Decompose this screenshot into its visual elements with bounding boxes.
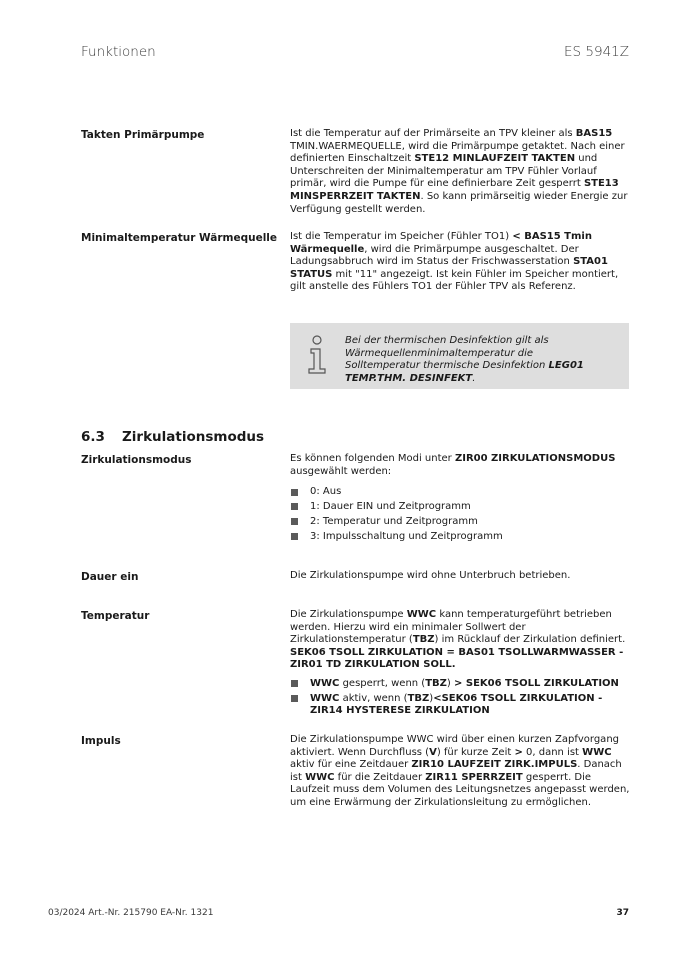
info-icon (306, 335, 330, 379)
label-dauer-ein: Dauer ein (81, 571, 139, 583)
bullet-square-icon (291, 680, 298, 687)
text-impuls: Die Zirkulationspumpe WWC wird über einen kurzen Zapfvorgang aktiviert. Wenn Durchfluss (V) für kurze Zeit > 0, dann ist WWC aktiv für eine Zeitdauer ZIR10 LAUFZEIT ZIRK.IMPULS. Danach ist WWC für die Zeitdauer ZIR11 SPERRZEIT gesperrt. Die Laufzeit muss dem Volumen des Leitungsnetzes angepasst werden, um eine Erwärmung der Zirkulationsleitung zu ermöglichen. (290, 734, 630, 808)
label-zirkulationsmodus: Zirkulationsmodus (81, 454, 192, 466)
running-header-section: Funktionen (81, 44, 156, 60)
text-zirkulationsmodus: Es können folgenden Modi unter ZIR00 ZIRKULATIONSMODUS ausgewählt werden: 0: Aus 1: Dauer EIN und Zeitprogramm 2: Temperatur und Zeitprogramm 3: Impulsschaltung und Zeitprogramm (290, 453, 630, 545)
list-item: 3: Impulsschaltung und Zeitprogramm (290, 531, 630, 544)
modus-list (290, 486, 630, 543)
list-item: WWC aktiv, wenn (TBZ)<SEK06 TSOLL ZIRKULATION - ZIR14 HYSTERESE ZIRKULATION (290, 693, 630, 718)
label-minimaltemperatur: Minimaltemperatur Wärmequelle (81, 232, 278, 244)
text-minimaltemperatur: Ist die Temperatur im Speicher (Fühler TO1) < BAS15 Tmin Wärmequelle, wird die Primärpumpe ausgeschaltet. Der Ladungsabbruch wird im Status der Frischwasserstation STA01 STATUS mit "11" angezeigt. Ist kein Fühler im Speicher montiert, gilt anstelle des Fühlers TO1 der Fühler TPV als Referenz. (290, 231, 619, 293)
text-temperatur: Die Zirkulationspumpe WWC kann temperaturgeführt betrieben werden. Hierzu wird ein minimaler Sollwert der Zirkulationstemperatur (TBZ) im Rücklauf der Zirkulation definiert. SEK06 TSOLL ZIRKULATION = BAS01 TSOLLWARMWASSER - ZIR01 TD ZIRKULATION SOLL. WWC gesperrt, wenn (TBZ) > SEK06 TSOLL ZIRKULATION WWC aktiv, wenn (TBZ)<SEK06 TSOLL ZIRKULATION - ZIR14 HYSTERESE ZIRKULATION (290, 609, 630, 720)
bullet-square-icon (291, 695, 298, 702)
label-takten-primaerpumpe: Takten Primärpumpe (81, 129, 205, 141)
note-text: Bei der thermischen Desinfektion gilt als Wärmequellenminimaltemperatur die Solltemperatur thermische Desinfektion LEG01 TEMP.THM. DESINFEKT. (345, 335, 584, 384)
list-item: 1: Dauer EIN und Zeitprogramm (290, 501, 630, 514)
page-number: 37 (616, 908, 629, 918)
bullet-square-icon (291, 533, 298, 540)
list-item: 2: Temperatur und Zeitprogramm (290, 516, 630, 529)
text-dauer-ein: Die Zirkulationspumpe wird ohne Unterbruch betrieben. (290, 570, 571, 581)
list-item: 0: Aus (290, 486, 630, 499)
label-impuls: Impuls (81, 735, 121, 747)
temperatur-list (290, 678, 630, 718)
chapter-number: 6.3 (81, 429, 105, 445)
bullet-square-icon (291, 503, 298, 510)
bullet-square-icon (291, 518, 298, 525)
text-takten-primaerpumpe: Ist die Temperatur auf der Primärseite an TPV kleiner als BAS15 TMIN.WAERMEQUELLE, wird die Primärpumpe getaktet. Nach einer definierten Einschaltzeit STE12 MINLAUFZEIT TAKTEN und Unterschreiten der Minimaltemperatur am TPV Fühler Vorlauf primär, wird die Pumpe für eine definierbare Zeit gesperrt STE13 MINSPERRZEIT TAKTEN. So kann primärseitig wieder Energie zur Verfügung gestellt werden. (290, 128, 628, 215)
running-header-model: ES 5941Z (564, 44, 629, 60)
label-temperatur: Temperatur (81, 610, 150, 622)
list-item: WWC gesperrt, wenn (TBZ) > SEK06 TSOLL ZIRKULATION (290, 678, 630, 691)
footer-article-info: 03/2024 Art.-Nr. 215790 EA-Nr. 1321 (48, 908, 214, 918)
info-note-box (290, 323, 629, 389)
bullet-square-icon (291, 489, 298, 496)
chapter-title: Zirkulationsmodus (122, 429, 265, 445)
